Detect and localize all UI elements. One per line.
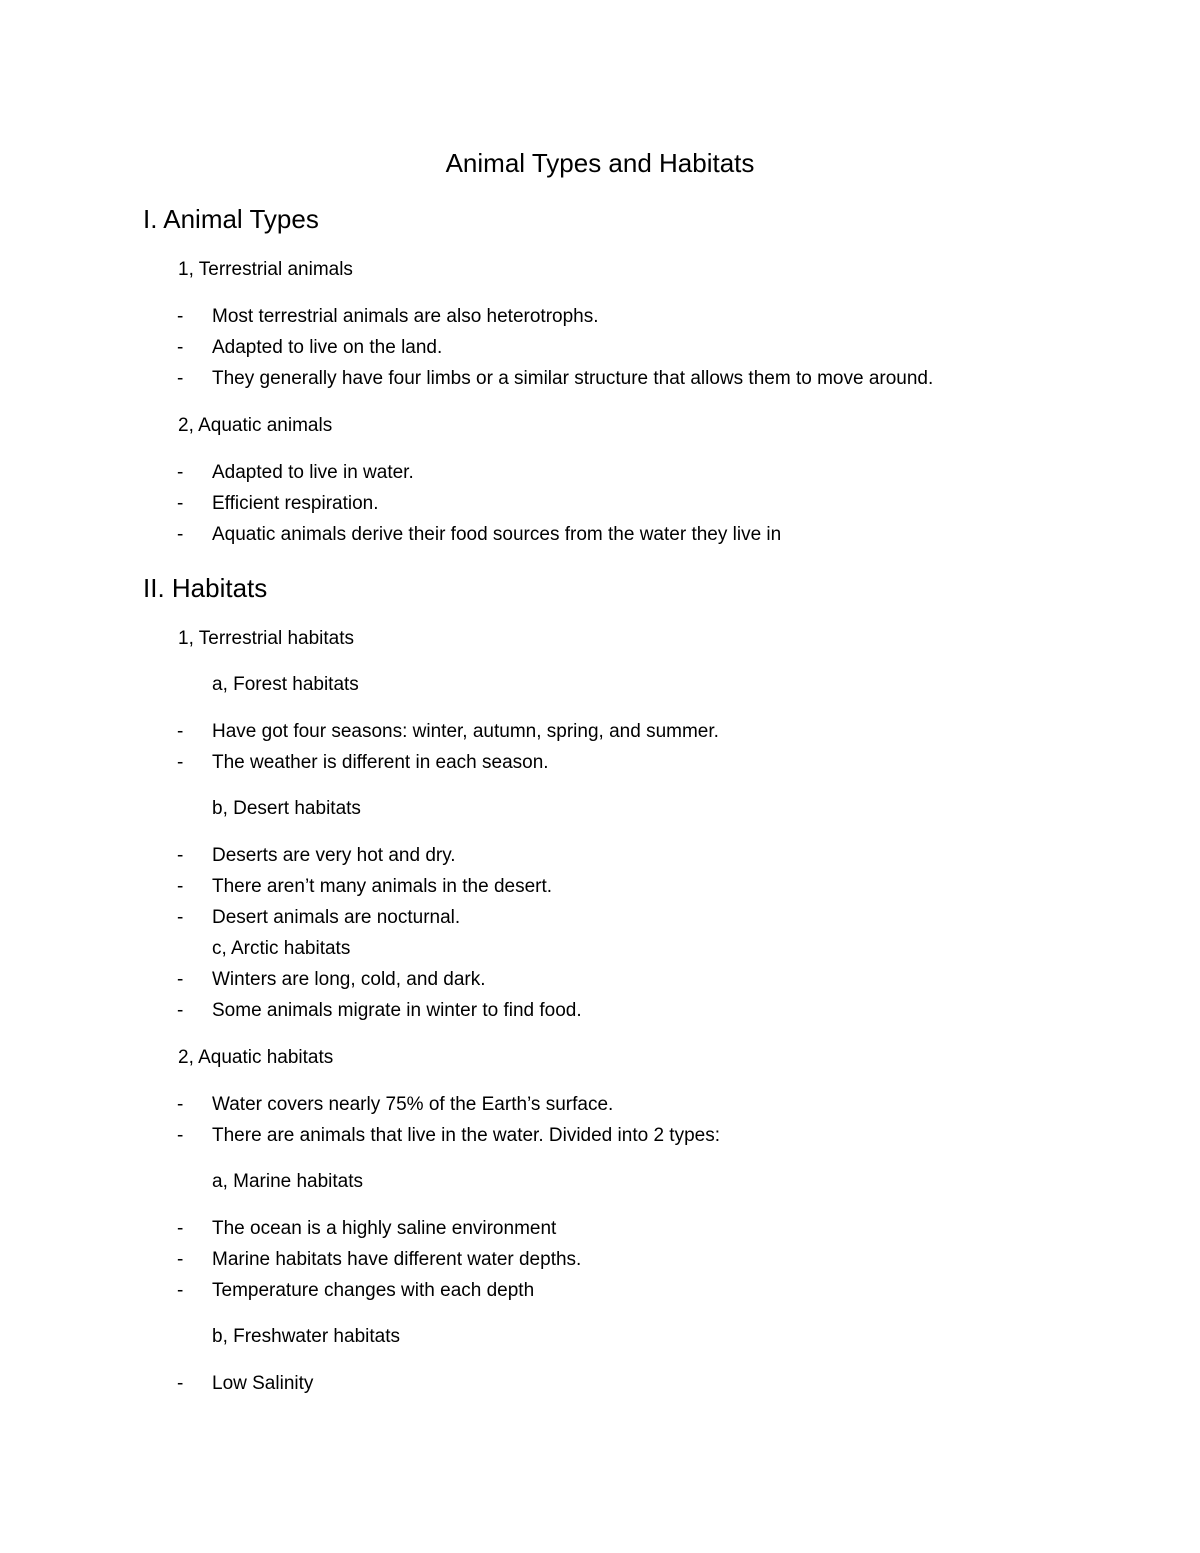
list-item-text: Have got four seasons: winter, autumn, spring, and summer.	[212, 721, 719, 742]
list-item	[177, 460, 414, 486]
group-heading-desert-habitats: b, Desert habitats	[212, 798, 361, 819]
group-heading-forest-habitats: a, Forest habitats	[212, 674, 359, 695]
list-item	[177, 843, 456, 869]
list-item	[177, 905, 460, 931]
bullet-marker: -	[177, 907, 184, 928]
bullet-marker: -	[177, 1125, 184, 1146]
subsection-heading-aquatic-animals: 2, Aquatic animals	[178, 415, 333, 436]
group-heading-marine-habitats: a, Marine habitats	[212, 1171, 364, 1192]
list-item	[177, 335, 442, 361]
subsection-heading-aquatic-habitats: 2, Aquatic habitats	[178, 1047, 334, 1068]
bullet-marker: -	[177, 462, 184, 483]
list-item	[177, 874, 552, 900]
list-item-text: Marine habitats have different water depths.	[212, 1249, 582, 1270]
bullet-marker: -	[177, 969, 184, 990]
bullet-marker: -	[177, 524, 184, 545]
bullet-marker: -	[177, 876, 184, 897]
subsection-heading-terrestrial-animals: 1, Terrestrial animals	[178, 259, 353, 280]
bullet-marker: -	[177, 1249, 184, 1270]
group-heading-arctic-habitats: c, Arctic habitats	[212, 938, 351, 959]
list-item	[177, 1371, 313, 1397]
list-item-text: Deserts are very hot and dry.	[212, 845, 456, 866]
bullet-marker: -	[177, 1218, 184, 1239]
list-item-text: Adapted to live on the land.	[212, 337, 443, 358]
list-item-text: The weather is different in each season.	[212, 752, 549, 773]
bullet-marker: -	[177, 721, 184, 742]
list-item-text: Efficient respiration.	[212, 493, 379, 514]
list-item-text: Desert animals are nocturnal.	[212, 907, 461, 928]
bullet-marker: -	[177, 1280, 184, 1301]
list-item	[177, 750, 549, 776]
list-item	[177, 366, 933, 392]
list-item	[177, 1092, 613, 1118]
list-item-text: There are animals that live in the water. Divided into 2 types:	[212, 1125, 720, 1146]
list-item-text: There aren’t many animals in the desert.	[212, 876, 553, 897]
list-item-text: Most terrestrial animals are also heterotrophs.	[212, 306, 599, 327]
list-item-text: Some animals migrate in winter to find food.	[212, 1000, 582, 1021]
list-item-text: Aquatic animals derive their food sources from the water they live in	[212, 524, 782, 545]
section-heading-animal-types: I. Animal Types	[143, 204, 319, 234]
list-item-text: Low Salinity	[212, 1373, 314, 1394]
page-title: Animal Types and Habitats	[445, 148, 755, 178]
list-item-text: Water covers nearly 75% of the Earth’s surface.	[212, 1094, 614, 1115]
list-item	[177, 1123, 720, 1149]
list-item	[177, 967, 486, 993]
list-item-text: The ocean is a highly saline environment	[212, 1218, 557, 1239]
list-item-text: Adapted to live in water.	[212, 462, 414, 483]
bullet-marker: -	[177, 845, 184, 866]
bullet-marker: -	[177, 337, 184, 358]
list-item	[177, 304, 599, 330]
subsection-heading-terrestrial-habitats: 1, Terrestrial habitats	[178, 628, 355, 649]
list-item-text: Winters are long, cold, and dark.	[212, 969, 486, 990]
list-item	[177, 998, 582, 1024]
bullet-marker: -	[177, 1373, 184, 1394]
list-item	[177, 491, 379, 517]
list-item	[177, 1278, 534, 1304]
bullet-marker: -	[177, 493, 184, 514]
group-heading-freshwater-habitats: b, Freshwater habitats	[212, 1326, 400, 1347]
list-item	[177, 1247, 581, 1273]
section-heading-habitats: II. Habitats	[143, 573, 268, 603]
bullet-marker: -	[177, 368, 184, 389]
list-item	[177, 522, 781, 548]
bullet-marker: -	[177, 1000, 184, 1021]
list-item	[177, 719, 719, 745]
bullet-marker: -	[177, 752, 184, 773]
bullet-marker: -	[177, 306, 184, 327]
bullet-marker: -	[177, 1094, 184, 1115]
list-item-text: They generally have four limbs or a similar structure that allows them to move around.	[212, 368, 934, 389]
list-item-text: Temperature changes with each depth	[212, 1280, 535, 1301]
list-item	[177, 1216, 556, 1242]
